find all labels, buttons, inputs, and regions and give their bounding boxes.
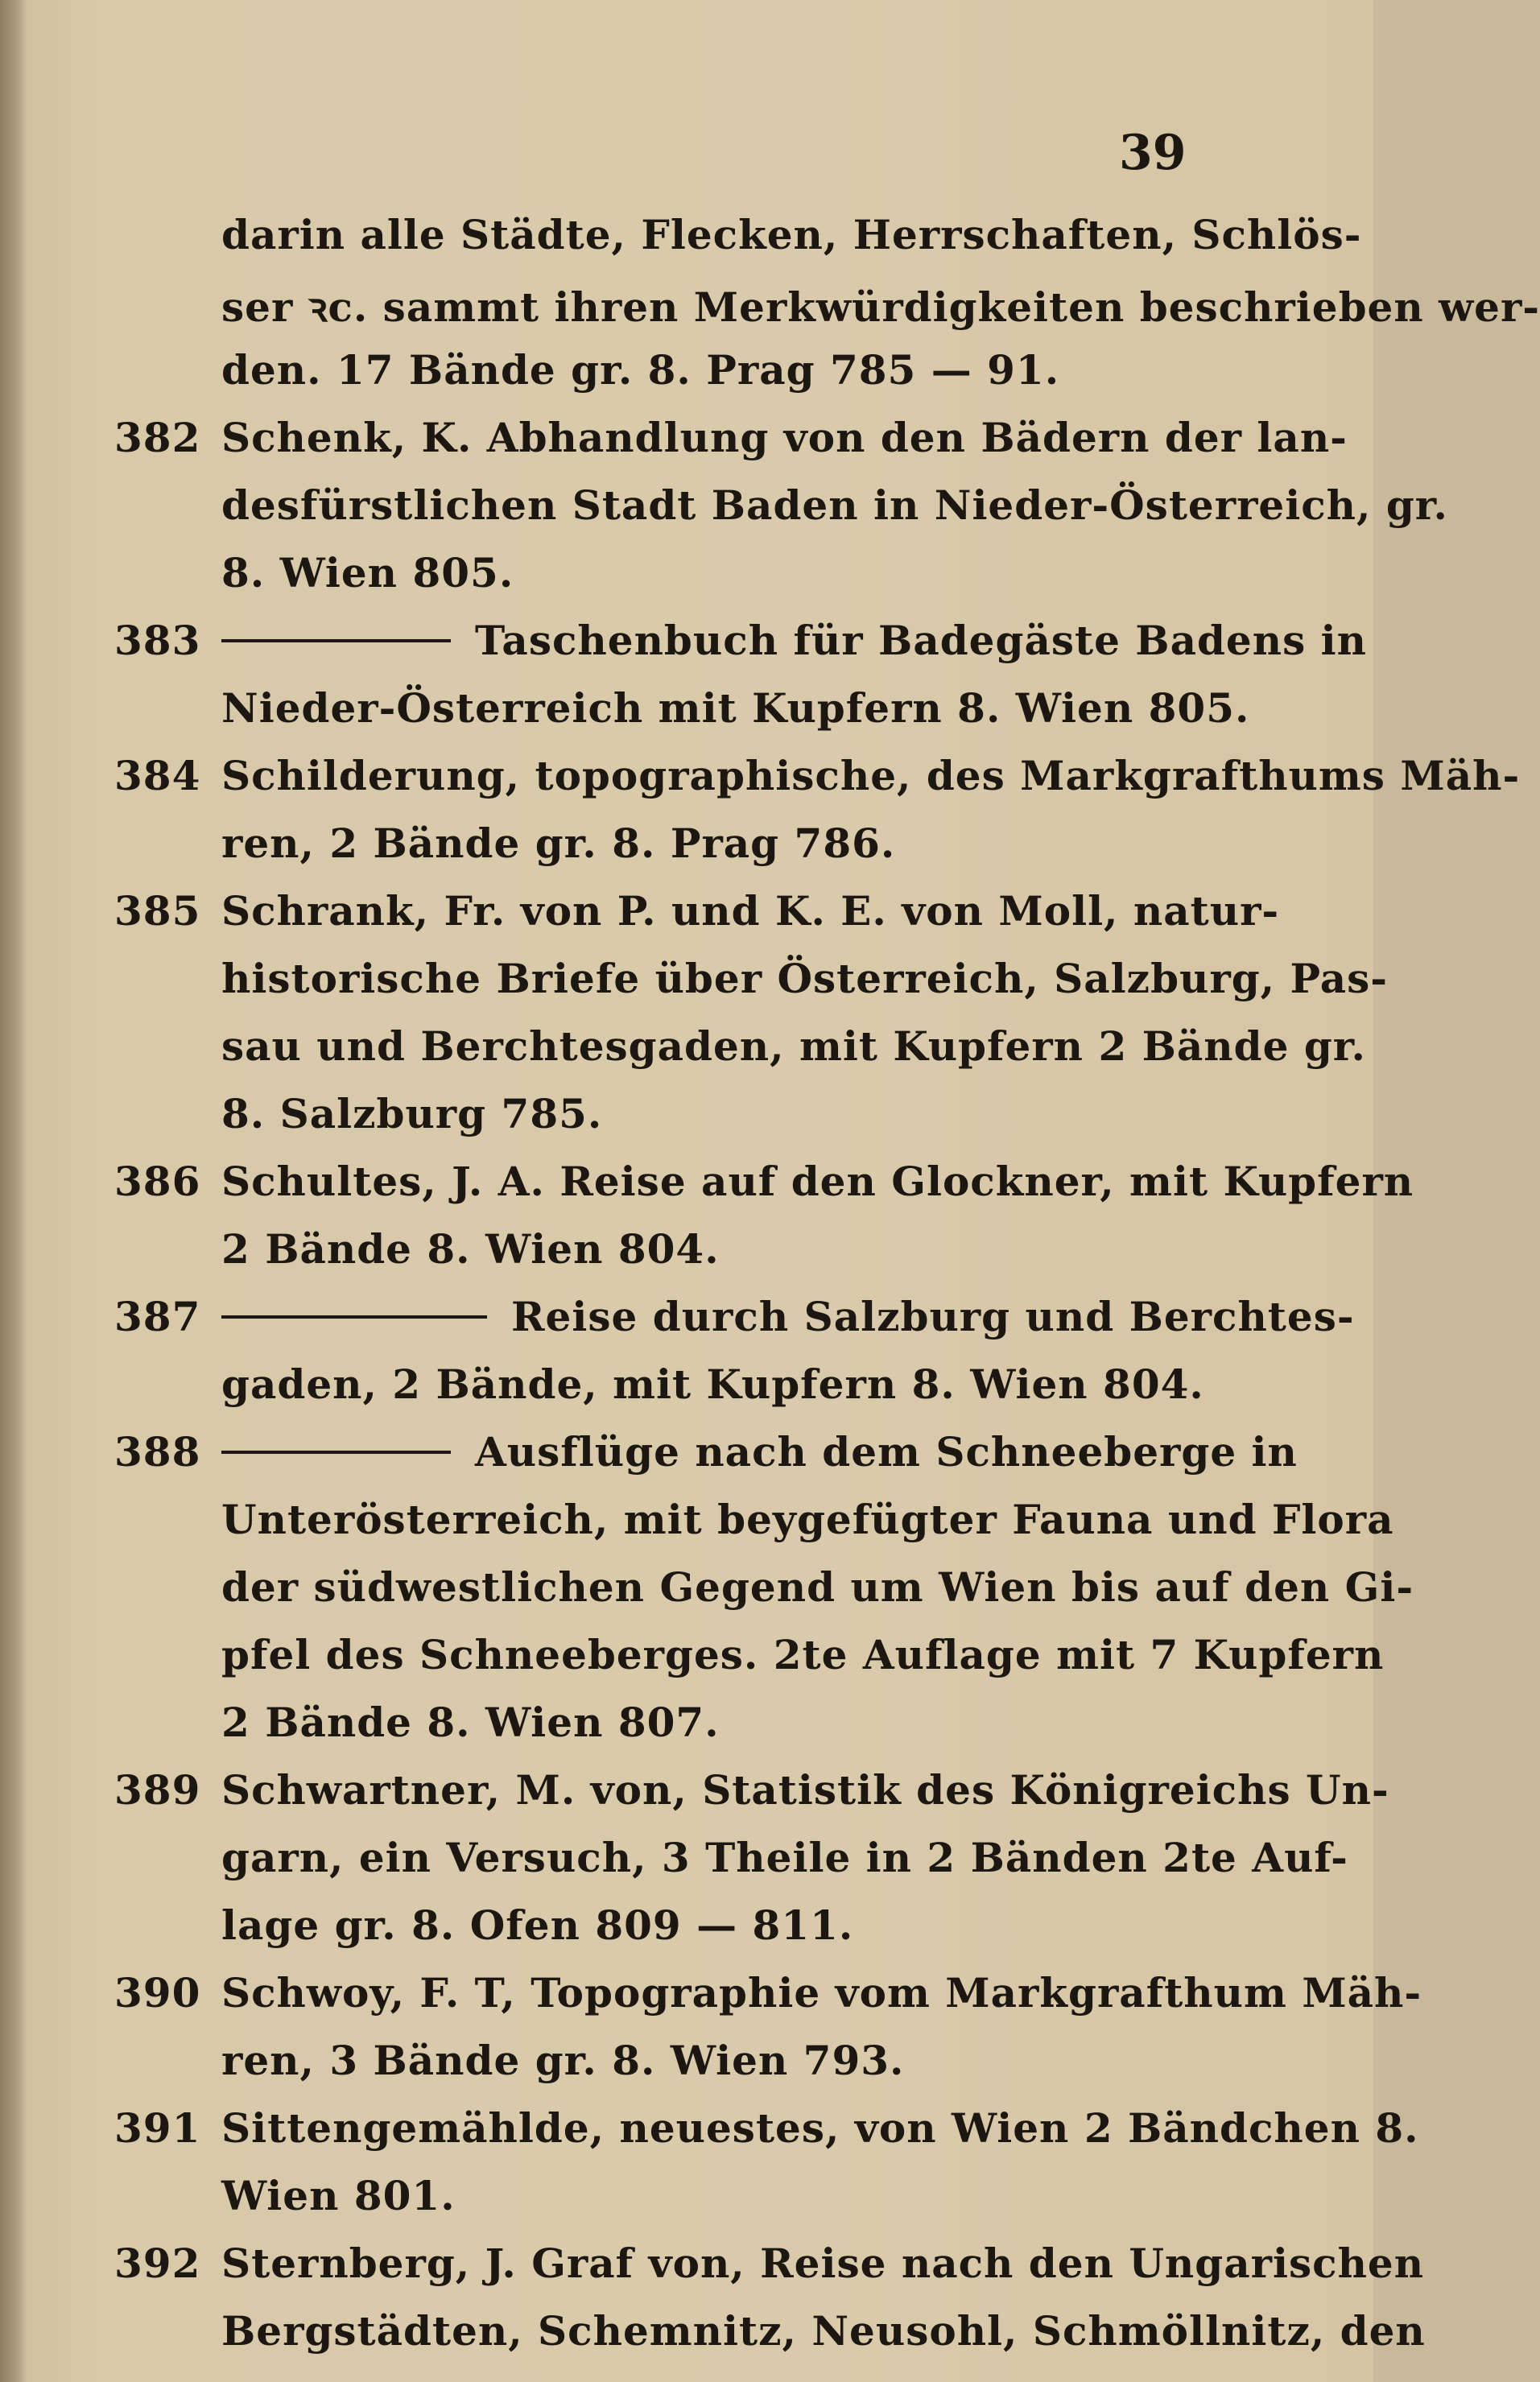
entry-text-content: Sternberg, J. Graf von, Reise nach den Ungarischen <box>221 2240 1425 2287</box>
entry-text <box>221 414 1348 461</box>
entry-number: 390 <box>114 1969 201 2017</box>
entry-text-content: sau und Berchtesgaden, mit Kupfern 2 Bände gr. <box>221 1022 1366 1070</box>
entry-text <box>221 549 514 597</box>
entry-text <box>221 1563 1414 1611</box>
entry-text-content: 2 Bände 8. Wien 804. <box>221 1225 720 1273</box>
entry-text-content: ren, 2 Bände gr. 8. Prag 786. <box>221 819 896 867</box>
entry-text-content: Ausflüge nach dem Schneeberge in <box>475 1428 1298 1476</box>
entry-text-content: den. 17 Bände gr. 8. Prag 785 — 91. <box>221 346 1060 394</box>
entry-text <box>221 1969 1422 2017</box>
entry-text-content: Schwoy, F. T, Topographie vom Markgrafthum Mäh- <box>221 1969 1422 2017</box>
entry-text-content: 8. Salzburg 785. <box>221 1090 603 1137</box>
entry-text-content: ser ꝛc. sammt ihren Merkwürdigkeiten beschrieben wer- <box>221 283 1540 331</box>
entry-text-content: pfel des Schneeberges. 2te Auflage mit 7 Kupfern <box>221 1631 1385 1678</box>
entry-number: 388 <box>114 1428 201 1476</box>
entry-text <box>221 2037 904 2084</box>
entry-text-content: historische Briefe über Österreich, Salzburg, Pas- <box>221 955 1389 1002</box>
page-binding-edge <box>0 0 27 2382</box>
entry-text <box>221 346 1059 394</box>
entry-text <box>221 2172 456 2219</box>
entry-text <box>221 1225 720 1273</box>
ditto-dash <box>221 639 451 642</box>
entry-text <box>221 1022 1366 1070</box>
entry-text-content: Schenk, K. Abhandlung von den Bädern der lan- <box>221 414 1348 461</box>
entry-text <box>221 1766 1389 1814</box>
entry-text-content: der südwestlichen Gegend um Wien bis auf den Gi- <box>221 1563 1414 1611</box>
entry-number: 385 <box>114 887 201 935</box>
entry-number: 384 <box>114 752 201 799</box>
entry-text-content: Reise durch Salzburg und Berchtes- <box>511 1293 1355 1340</box>
entry-text <box>221 1699 720 1746</box>
entry-text-content: Wien 801. <box>221 2172 456 2219</box>
entry-text <box>221 1901 853 1949</box>
entry-text <box>221 481 1448 529</box>
entry-text-content: gaden, 2 Bände, mit Kupfern 8. Wien 804. <box>221 1360 1204 1408</box>
entry-text <box>221 887 1279 935</box>
ditto-dash <box>221 1451 451 1454</box>
entry-text-content: Schwartner, M. von, Statistik des Königreichs Un- <box>221 1766 1389 1814</box>
ditto-dash <box>221 1315 487 1319</box>
entry-text <box>221 684 1249 732</box>
entry-text <box>221 617 1367 664</box>
entry-text-content: 8. Wien 805. <box>221 549 514 597</box>
entry-text-content: Schilderung, topographische, des Markgrafthums Mäh- <box>221 752 1521 799</box>
entry-text-content: 2 Bände 8. Wien 807. <box>221 1699 720 1746</box>
entry-text-content: Sittengemählde, neuestes, von Wien 2 Bändchen 8. <box>221 2104 1419 2152</box>
entry-number: 386 <box>114 1158 201 1205</box>
entry-text <box>221 1496 1394 1543</box>
entry-number: 383 <box>114 617 201 664</box>
entry-text <box>221 1631 1384 1678</box>
entry-text <box>221 211 1362 258</box>
entry-text-content: ren, 3 Bände gr. 8. Wien 793. <box>221 2037 905 2084</box>
entry-text <box>221 1834 1348 1881</box>
entry-text <box>221 1293 1355 1340</box>
entry-text <box>221 1158 1414 1205</box>
entry-text-content: Bergstädten, Schemnitz, Neusohl, Schmöllnitz, den <box>221 2307 1426 2355</box>
page-number: 39 <box>1119 125 1187 181</box>
entry-text <box>221 955 1388 1002</box>
entry-text-content: Taschenbuch für Badegäste Badens in <box>475 617 1367 664</box>
entry-text <box>221 1090 602 1137</box>
entry-text-content: desfürstlichen Stadt Baden in Nieder-Österreich, gr. <box>221 481 1448 529</box>
entry-text-content: Nieder-Österreich mit Kupfern 8. Wien 805. <box>221 684 1250 732</box>
entry-text-content: darin alle Städte, Flecken, Herrschaften, Schlös- <box>221 211 1362 258</box>
entry-text <box>221 1428 1298 1476</box>
entry-text <box>221 1360 1204 1408</box>
entry-text <box>221 2307 1426 2355</box>
entry-text-content: garn, ein Versuch, 3 Theile in 2 Bänden 2te Auf- <box>221 1834 1348 1881</box>
entry-text-content: Schrank, Fr. von P. und K. E. von Moll, natur- <box>221 887 1280 935</box>
entry-number: 392 <box>114 2240 201 2287</box>
entry-text-content: lage gr. 8. Ofen 809 — 811. <box>221 1901 854 1949</box>
entry-text <box>221 819 895 867</box>
entry-text <box>221 752 1520 799</box>
entry-number: 382 <box>114 414 201 461</box>
entry-number: 391 <box>114 2104 201 2152</box>
entry-text-content: Schultes, J. A. Reise auf den Glockner, mit Kupfern <box>221 1158 1414 1205</box>
entry-text-content: Unterösterreich, mit beygefügter Fauna und Flora <box>221 1496 1394 1543</box>
entry-text <box>221 279 1540 333</box>
entry-number: 387 <box>114 1293 201 1340</box>
entry-text <box>221 2240 1424 2287</box>
entry-number: 389 <box>114 1766 201 1814</box>
entry-text <box>221 2104 1419 2152</box>
